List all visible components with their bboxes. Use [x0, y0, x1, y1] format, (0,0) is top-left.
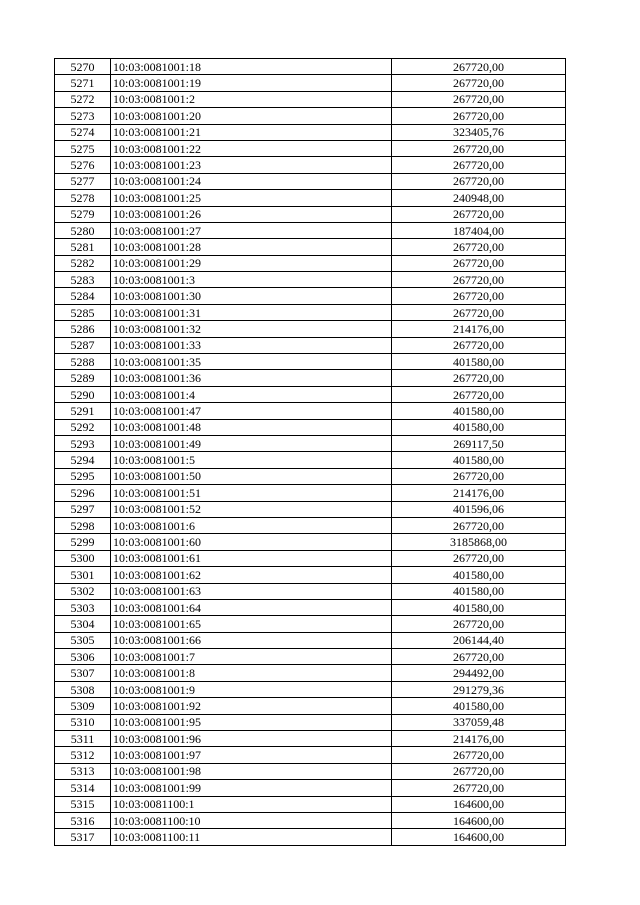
table-row — [55, 747, 566, 763]
cadastral-number-cell: 10:03:0081001:9 — [111, 681, 392, 697]
cadastral-number-cell: 10:03:0081001:29 — [111, 255, 392, 271]
value-cell: 267720,00 — [392, 272, 566, 288]
table-row — [55, 190, 566, 206]
row-number-cell: 5284 — [55, 288, 111, 304]
cadastral-number-cell: 10:03:0081001:61 — [111, 550, 392, 566]
value-cell: 267720,00 — [392, 763, 566, 779]
cadastral-number-cell: 10:03:0081001:32 — [111, 321, 392, 337]
cadastral-number-cell: 10:03:0081001:6 — [111, 517, 392, 533]
value-cell: 267720,00 — [392, 157, 566, 173]
value-cell: 164600,00 — [392, 812, 566, 828]
value-cell: 214176,00 — [392, 731, 566, 747]
cadastral-number-cell: 10:03:0081001:99 — [111, 780, 392, 796]
table-row — [55, 173, 566, 189]
table-row — [55, 534, 566, 550]
value-cell: 3185868,00 — [392, 534, 566, 550]
row-number-cell: 5270 — [55, 59, 111, 75]
value-cell: 267720,00 — [392, 288, 566, 304]
cadastral-number-cell: 10:03:0081001:27 — [111, 222, 392, 238]
table-row — [55, 140, 566, 156]
value-cell: 214176,00 — [392, 321, 566, 337]
value-cell: 269117,50 — [392, 435, 566, 451]
value-cell: 267720,00 — [392, 550, 566, 566]
cadastral-number-cell: 10:03:0081001:50 — [111, 468, 392, 484]
table-row — [55, 649, 566, 665]
row-number-cell: 5277 — [55, 173, 111, 189]
row-number-cell: 5303 — [55, 599, 111, 615]
row-number-cell: 5285 — [55, 304, 111, 320]
value-cell: 267720,00 — [392, 255, 566, 271]
table-row — [55, 665, 566, 681]
cadastral-number-cell: 10:03:0081100:1 — [111, 796, 392, 812]
cadastral-number-cell: 10:03:0081001:52 — [111, 501, 392, 517]
cadastral-number-cell: 10:03:0081001:66 — [111, 632, 392, 648]
row-number-cell: 5306 — [55, 649, 111, 665]
row-number-cell: 5301 — [55, 567, 111, 583]
cadastral-number-cell: 10:03:0081001:20 — [111, 108, 392, 124]
value-cell: 294492,00 — [392, 665, 566, 681]
table-row — [55, 599, 566, 615]
table-row — [55, 485, 566, 501]
value-cell: 267720,00 — [392, 140, 566, 156]
cadastral-number-cell: 10:03:0081001:28 — [111, 239, 392, 255]
value-cell: 401580,00 — [392, 599, 566, 615]
table-row — [55, 567, 566, 583]
row-number-cell: 5288 — [55, 354, 111, 370]
row-number-cell: 5296 — [55, 485, 111, 501]
cadastral-number-cell: 10:03:0081001:25 — [111, 190, 392, 206]
cadastral-number-cell: 10:03:0081001:4 — [111, 386, 392, 402]
table-body — [55, 59, 566, 846]
table-row — [55, 452, 566, 468]
row-number-cell: 5287 — [55, 337, 111, 353]
table-row — [55, 681, 566, 697]
cadastral-number-cell: 10:03:0081001:19 — [111, 75, 392, 91]
row-number-cell: 5276 — [55, 157, 111, 173]
row-number-cell: 5283 — [55, 272, 111, 288]
row-number-cell: 5308 — [55, 681, 111, 697]
table-row — [55, 222, 566, 238]
table-row — [55, 354, 566, 370]
cadastral-number-cell: 10:03:0081001:31 — [111, 304, 392, 320]
row-number-cell: 5292 — [55, 419, 111, 435]
cadastral-number-cell: 10:03:0081001:51 — [111, 485, 392, 501]
table-row — [55, 108, 566, 124]
value-cell: 267720,00 — [392, 370, 566, 386]
cadastral-number-cell: 10:03:0081001:30 — [111, 288, 392, 304]
value-cell: 267720,00 — [392, 468, 566, 484]
table-row — [55, 698, 566, 714]
value-cell: 267720,00 — [392, 780, 566, 796]
cadastral-number-cell: 10:03:0081001:63 — [111, 583, 392, 599]
cadastral-number-cell: 10:03:0081001:18 — [111, 59, 392, 75]
row-number-cell: 5278 — [55, 190, 111, 206]
row-number-cell: 5281 — [55, 239, 111, 255]
cadastral-number-cell: 10:03:0081001:65 — [111, 616, 392, 632]
value-cell: 401580,00 — [392, 698, 566, 714]
row-number-cell: 5315 — [55, 796, 111, 812]
row-number-cell: 5299 — [55, 534, 111, 550]
table-row — [55, 304, 566, 320]
row-number-cell: 5275 — [55, 140, 111, 156]
row-number-cell: 5289 — [55, 370, 111, 386]
cadastral-number-cell: 10:03:0081001:23 — [111, 157, 392, 173]
row-number-cell: 5312 — [55, 747, 111, 763]
row-number-cell: 5314 — [55, 780, 111, 796]
value-cell: 401580,00 — [392, 452, 566, 468]
cadastral-number-cell: 10:03:0081001:35 — [111, 354, 392, 370]
table-row — [55, 583, 566, 599]
value-cell: 206144,40 — [392, 632, 566, 648]
row-number-cell: 5293 — [55, 435, 111, 451]
cadastral-number-cell: 10:03:0081001:26 — [111, 206, 392, 222]
table-row — [55, 386, 566, 402]
row-number-cell: 5316 — [55, 812, 111, 828]
cadastral-number-cell: 10:03:0081001:48 — [111, 419, 392, 435]
table-row — [55, 59, 566, 75]
value-cell: 267720,00 — [392, 75, 566, 91]
cadastral-number-cell: 10:03:0081001:98 — [111, 763, 392, 779]
row-number-cell: 5305 — [55, 632, 111, 648]
table-row — [55, 75, 566, 91]
row-number-cell: 5298 — [55, 517, 111, 533]
value-cell: 267720,00 — [392, 173, 566, 189]
value-cell: 291279,36 — [392, 681, 566, 697]
table-row — [55, 780, 566, 796]
row-number-cell: 5304 — [55, 616, 111, 632]
value-cell: 267720,00 — [392, 59, 566, 75]
row-number-cell: 5272 — [55, 91, 111, 107]
row-number-cell: 5313 — [55, 763, 111, 779]
table-row — [55, 239, 566, 255]
table-row — [55, 124, 566, 140]
value-cell: 401596,06 — [392, 501, 566, 517]
row-number-cell: 5282 — [55, 255, 111, 271]
table-row — [55, 812, 566, 828]
table-row — [55, 550, 566, 566]
value-cell: 164600,00 — [392, 829, 566, 845]
value-cell: 187404,00 — [392, 222, 566, 238]
value-cell: 401580,00 — [392, 354, 566, 370]
value-cell: 267720,00 — [392, 386, 566, 402]
table-row — [55, 435, 566, 451]
value-cell: 267720,00 — [392, 337, 566, 353]
row-number-cell: 5311 — [55, 731, 111, 747]
value-cell: 267720,00 — [392, 616, 566, 632]
cadastral-number-cell: 10:03:0081001:5 — [111, 452, 392, 468]
row-number-cell: 5274 — [55, 124, 111, 140]
row-number-cell: 5309 — [55, 698, 111, 714]
table-row — [55, 796, 566, 812]
value-cell: 337059,48 — [392, 714, 566, 730]
row-number-cell: 5286 — [55, 321, 111, 337]
cadastral-number-cell: 10:03:0081001:8 — [111, 665, 392, 681]
value-cell: 214176,00 — [392, 485, 566, 501]
table-row — [55, 763, 566, 779]
table-row — [55, 714, 566, 730]
table-row — [55, 517, 566, 533]
table-row — [55, 288, 566, 304]
cadastral-number-cell: 10:03:0081001:49 — [111, 435, 392, 451]
cadastral-number-cell: 10:03:0081001:33 — [111, 337, 392, 353]
table-row — [55, 419, 566, 435]
row-number-cell: 5290 — [55, 386, 111, 402]
cadastral-number-cell: 10:03:0081001:95 — [111, 714, 392, 730]
value-cell: 267720,00 — [392, 108, 566, 124]
row-number-cell: 5273 — [55, 108, 111, 124]
table-row — [55, 157, 566, 173]
table-row — [55, 91, 566, 107]
value-cell: 240948,00 — [392, 190, 566, 206]
row-number-cell: 5291 — [55, 403, 111, 419]
cadastral-number-cell: 10:03:0081001:47 — [111, 403, 392, 419]
cadastral-number-cell: 10:03:0081001:92 — [111, 698, 392, 714]
cadastral-number-cell: 10:03:0081001:36 — [111, 370, 392, 386]
table-row — [55, 403, 566, 419]
cadastral-number-cell: 10:03:0081001:64 — [111, 599, 392, 615]
table-row — [55, 731, 566, 747]
table-row — [55, 829, 566, 845]
row-number-cell: 5317 — [55, 829, 111, 845]
table-row — [55, 370, 566, 386]
cadastral-number-cell: 10:03:0081001:24 — [111, 173, 392, 189]
row-number-cell: 5300 — [55, 550, 111, 566]
cadastral-number-cell: 10:03:0081100:11 — [111, 829, 392, 845]
row-number-cell: 5279 — [55, 206, 111, 222]
value-cell: 401580,00 — [392, 403, 566, 419]
value-cell: 267720,00 — [392, 517, 566, 533]
table-row — [55, 468, 566, 484]
cadastral-number-cell: 10:03:0081001:96 — [111, 731, 392, 747]
value-cell: 267720,00 — [392, 747, 566, 763]
cadastral-number-cell: 10:03:0081100:10 — [111, 812, 392, 828]
table-row — [55, 501, 566, 517]
table-row — [55, 272, 566, 288]
row-number-cell: 5280 — [55, 222, 111, 238]
cadastral-number-cell: 10:03:0081001:7 — [111, 649, 392, 665]
value-cell: 267720,00 — [392, 649, 566, 665]
cadastral-number-cell: 10:03:0081001:2 — [111, 91, 392, 107]
table-row — [55, 616, 566, 632]
data-table — [54, 58, 566, 846]
value-cell: 164600,00 — [392, 796, 566, 812]
cadastral-number-cell: 10:03:0081001:22 — [111, 140, 392, 156]
value-cell: 323405,76 — [392, 124, 566, 140]
value-cell: 267720,00 — [392, 91, 566, 107]
cadastral-number-cell: 10:03:0081001:3 — [111, 272, 392, 288]
cadastral-number-cell: 10:03:0081001:60 — [111, 534, 392, 550]
row-number-cell: 5295 — [55, 468, 111, 484]
table-row — [55, 337, 566, 353]
cadastral-number-cell: 10:03:0081001:97 — [111, 747, 392, 763]
row-number-cell: 5294 — [55, 452, 111, 468]
row-number-cell: 5310 — [55, 714, 111, 730]
cadastral-number-cell: 10:03:0081001:21 — [111, 124, 392, 140]
value-cell: 401580,00 — [392, 419, 566, 435]
table-row — [55, 321, 566, 337]
value-cell: 267720,00 — [392, 239, 566, 255]
row-number-cell: 5271 — [55, 75, 111, 91]
value-cell: 267720,00 — [392, 304, 566, 320]
table-row — [55, 632, 566, 648]
cadastral-number-cell: 10:03:0081001:62 — [111, 567, 392, 583]
row-number-cell: 5302 — [55, 583, 111, 599]
row-number-cell: 5297 — [55, 501, 111, 517]
row-number-cell: 5307 — [55, 665, 111, 681]
table-row — [55, 206, 566, 222]
value-cell: 401580,00 — [392, 567, 566, 583]
value-cell: 267720,00 — [392, 206, 566, 222]
table-row — [55, 255, 566, 271]
value-cell: 401580,00 — [392, 583, 566, 599]
